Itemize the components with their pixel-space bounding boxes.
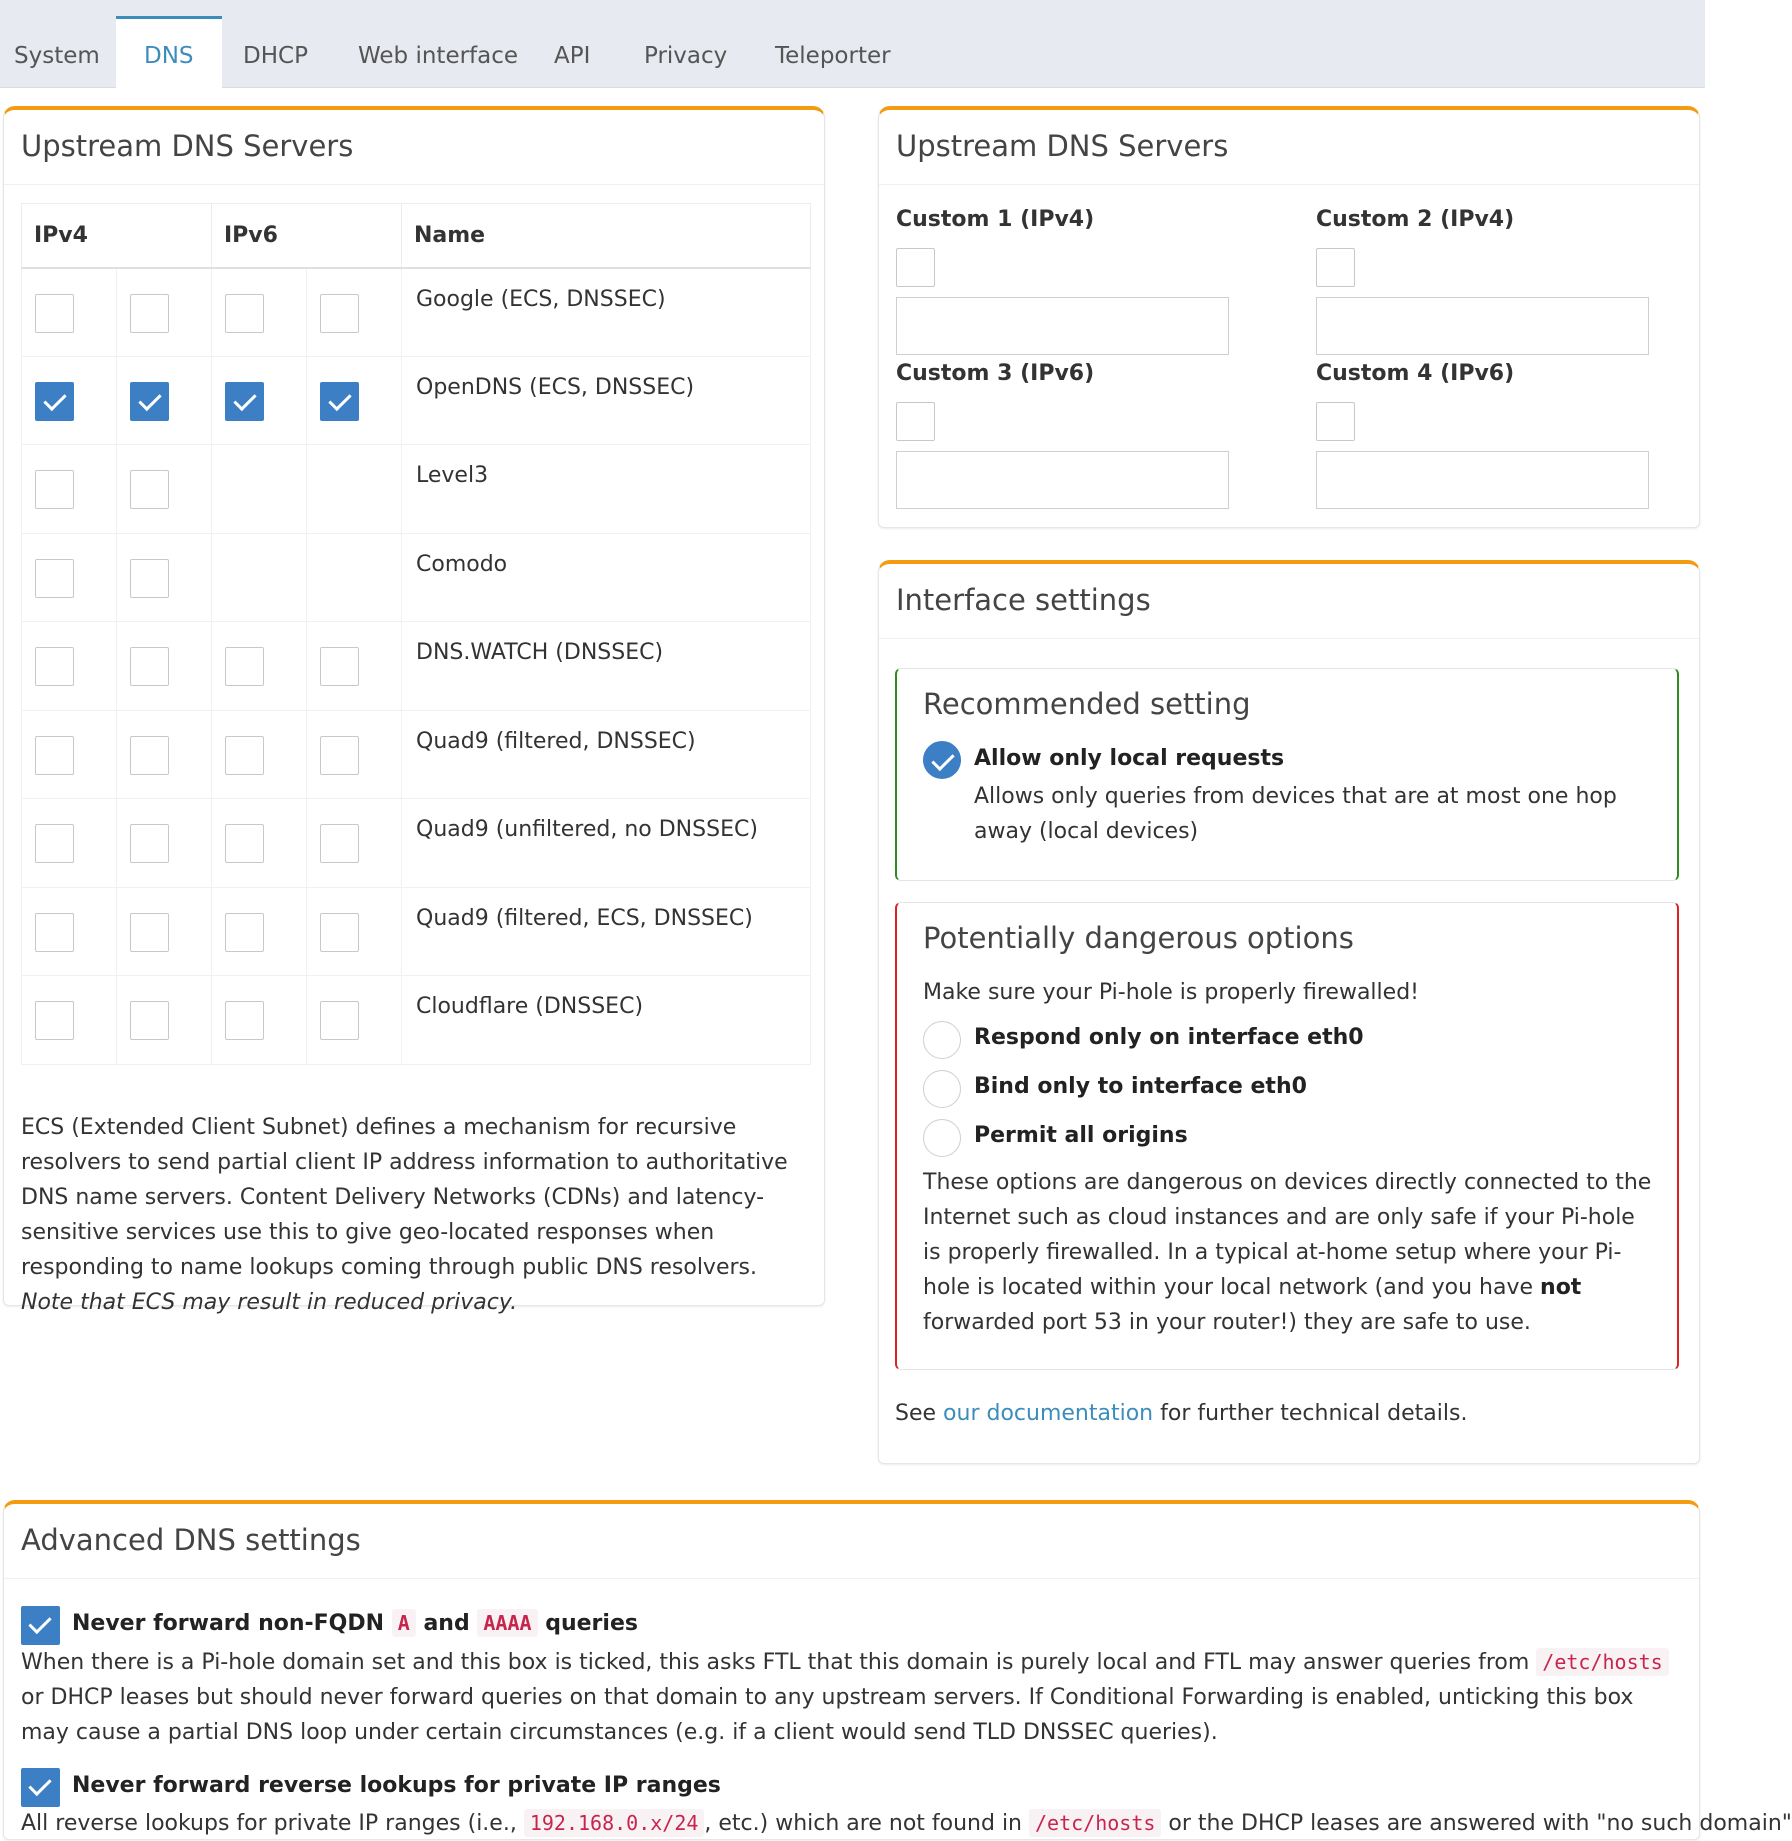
advanced-dns-box: [3, 1500, 1792, 1840]
quad9-ecs-ipv6-2-checkbox[interactable]: [320, 913, 359, 952]
settings-tabbar: [0, 0, 1705, 88]
code-etc-hosts: /etc/hosts: [1029, 1809, 1161, 1837]
server-name: OpenDNS (ECS, DNSSEC): [402, 356, 811, 445]
table-row: [22, 445, 811, 534]
code-a: A: [392, 1609, 416, 1637]
box-title: Advanced DNS settings: [21, 1523, 361, 1557]
bogus-priv-description: [21, 1806, 1792, 1841]
upstream-servers-table: [21, 203, 811, 1065]
quad9-unfiltered-ipv4-2-checkbox[interactable]: [130, 824, 169, 863]
table-row: [22, 356, 811, 445]
box-header: [879, 110, 1699, 185]
bind-eth0-radio[interactable]: [923, 1070, 961, 1108]
code-ip-range: 192.168.0.x/24: [524, 1809, 705, 1837]
google-ipv6-2-checkbox[interactable]: [320, 294, 359, 333]
tab-privacy[interactable]: Privacy: [644, 43, 728, 69]
local-requests-description: Allows only queries from devices that are at most one hop away (local devices): [974, 784, 1617, 844]
tab-system[interactable]: System: [14, 43, 100, 69]
danger-text-a: These options are dangerous on devices directly connected to the Internet such as cloud instances and are only safe if your Pi-hole is properly firewalled. In a typical at-home setup where your Pi-hole is located within your local network (and you have: [923, 1170, 1652, 1300]
ecs-text: ECS (Extended Client Subnet) defines a mechanism for recursive resolvers to send partial client IP address information to authoritative DNS name servers. Content Delivery Networks (CDNs) and latency-sensitive services use this to give geo-located responses when responding to name lookups coming through public DNS resolvers.: [21, 1115, 788, 1280]
quad9-filtered-ipv4-1-checkbox[interactable]: [35, 736, 74, 775]
quad9-ecs-ipv4-2-checkbox[interactable]: [130, 913, 169, 952]
upstream-dns-box: [3, 106, 825, 1315]
dangerous-options-panel: [895, 902, 1679, 1370]
fqdn-text-a: Never forward non-FQDN: [72, 1611, 385, 1636]
tab-dns[interactable]: DNS: [116, 16, 222, 88]
server-name: Quad9 (unfiltered, no DNSSEC): [402, 799, 811, 888]
google-ipv6-1-checkbox[interactable]: [225, 294, 264, 333]
permit-all-label: Permit all origins: [974, 1123, 1188, 1148]
recommended-setting-panel: [895, 668, 1679, 881]
server-name: DNS.WATCH (DNSSEC): [402, 622, 811, 711]
bind-eth0-label: Bind only to interface eth0: [974, 1074, 1307, 1099]
respond-eth0-label: Respond only on interface eth0: [974, 1025, 1364, 1050]
dangerous-description: [923, 1165, 1653, 1340]
see-text: See: [895, 1401, 937, 1426]
custom1-label: Custom 1 (IPv4): [896, 207, 1095, 232]
quad9-filtered-ipv6-2-checkbox[interactable]: [320, 736, 359, 775]
custom2-checkbox[interactable]: [1316, 248, 1355, 287]
quad9-filtered-ipv4-2-checkbox[interactable]: [130, 736, 169, 775]
domain-needed-description: [21, 1645, 1681, 1750]
server-name: Quad9 (filtered, ECS, DNSSEC): [402, 887, 811, 976]
cloudflare-ipv4-1-checkbox[interactable]: [35, 1001, 74, 1040]
dnswatch-ipv6-2-checkbox[interactable]: [320, 647, 359, 686]
tab-api[interactable]: API: [554, 43, 591, 69]
quad9-unfiltered-ipv6-1-checkbox[interactable]: [225, 824, 264, 863]
table-row: [22, 533, 811, 622]
box-header: [4, 110, 824, 185]
permit-all-radio[interactable]: [923, 1119, 961, 1157]
box-header: [879, 564, 1699, 639]
comodo-ipv4-2-checkbox[interactable]: [130, 559, 169, 598]
documentation-note: [895, 1396, 1467, 1431]
table-row: [22, 710, 811, 799]
server-name: Google (ECS, DNSSEC): [402, 268, 811, 357]
custom1-input[interactable]: [896, 297, 1229, 355]
quad9-filtered-ipv6-1-checkbox[interactable]: [225, 736, 264, 775]
documentation-link[interactable]: our documentation: [943, 1401, 1154, 1426]
bogus-desc-a: All reverse lookups for private IP ranges (i.e.,: [21, 1811, 517, 1836]
quad9-ecs-ipv6-1-checkbox[interactable]: [225, 913, 264, 952]
opendns-ipv6-2-checkbox[interactable]: [320, 382, 359, 421]
server-name: Level3: [402, 445, 811, 534]
firewall-warning: Make sure your Pi-hole is properly firewalled!: [923, 980, 1419, 1005]
custom4-input[interactable]: [1316, 451, 1649, 509]
cloudflare-ipv6-2-checkbox[interactable]: [320, 1001, 359, 1040]
domain-needed-checkbox[interactable]: [21, 1606, 60, 1645]
fqdn-text-b: queries: [545, 1611, 638, 1636]
fqdn-desc-b: or DHCP leases but should never forward queries on that domain to any upstream servers. If Conditional Forwarding is enabled, unticking this box may cause a partial DNS loop under certain circumstances (e.g. if a client would send TLD DNSSEC queries).: [21, 1685, 1634, 1745]
box-title: Interface settings: [896, 583, 1151, 617]
bogus-priv-checkbox[interactable]: [21, 1768, 60, 1807]
custom4-checkbox[interactable]: [1316, 402, 1355, 441]
table-row: [22, 268, 811, 357]
bogus-desc-c: or the DHCP leases are answered with "no such domain": [1168, 1811, 1792, 1836]
box-title: Upstream DNS Servers: [21, 129, 354, 163]
dnswatch-ipv6-1-checkbox[interactable]: [225, 647, 264, 686]
google-ipv4-2-checkbox[interactable]: [130, 294, 169, 333]
dnswatch-ipv4-2-checkbox[interactable]: [130, 647, 169, 686]
tab-web-interface[interactable]: Web interface: [358, 43, 519, 69]
ecs-note: Note that ECS may result in reduced privacy.: [21, 1290, 518, 1315]
bogus-priv-label: Never forward reverse lookups for private IP ranges: [72, 1773, 721, 1798]
box-header: [4, 1504, 1699, 1579]
tab-dhcp[interactable]: DHCP: [243, 43, 308, 69]
table-row: [22, 622, 811, 711]
custom4-label: Custom 4 (IPv6): [1316, 361, 1515, 386]
interface-settings-box: [878, 560, 1700, 1464]
quad9-ecs-ipv4-1-checkbox[interactable]: [35, 913, 74, 952]
server-name: Comodo: [402, 533, 811, 622]
opendns-ipv4-1-checkbox[interactable]: [35, 382, 74, 421]
ecs-description: [21, 1110, 811, 1320]
dnswatch-ipv4-1-checkbox[interactable]: [35, 647, 74, 686]
domain-needed-label: [72, 1611, 638, 1636]
custom2-input[interactable]: [1316, 297, 1649, 355]
code-aaaa: AAAA: [477, 1609, 537, 1637]
table-row: [22, 799, 811, 888]
server-name: Quad9 (filtered, DNSSEC): [402, 710, 811, 799]
quad9-unfiltered-ipv4-1-checkbox[interactable]: [35, 824, 74, 863]
fqdn-desc-a: When there is a Pi-hole domain set and this box is ticked, this asks FTL that this domain is purely local and FTL may answer queries from: [21, 1650, 1530, 1675]
custom3-label: Custom 3 (IPv6): [896, 361, 1095, 386]
quad9-unfiltered-ipv6-2-checkbox[interactable]: [320, 824, 359, 863]
cloudflare-ipv4-2-checkbox[interactable]: [130, 1001, 169, 1040]
level3-ipv4-1-checkbox[interactable]: [35, 470, 74, 509]
comodo-ipv4-1-checkbox[interactable]: [35, 559, 74, 598]
column-header-ipv4: IPv4: [22, 204, 212, 268]
recommended-title: Recommended setting: [923, 687, 1251, 721]
custom3-checkbox[interactable]: [896, 402, 935, 441]
local-requests-radio[interactable]: [923, 741, 961, 779]
dangerous-title: Potentially dangerous options: [923, 921, 1354, 955]
table-row: [22, 976, 811, 1065]
respond-eth0-radio[interactable]: [923, 1021, 961, 1059]
column-header-ipv6: IPv6: [212, 204, 402, 268]
server-name: Cloudflare (DNSSEC): [402, 976, 811, 1065]
column-header-name: Name: [402, 204, 811, 268]
tab-teleporter[interactable]: Teleporter: [775, 43, 891, 69]
fqdn-and: and: [423, 1611, 470, 1636]
custom3-input[interactable]: [896, 451, 1229, 509]
opendns-ipv4-2-checkbox[interactable]: [130, 382, 169, 421]
custom-dns-box: [878, 106, 1700, 528]
google-ipv4-1-checkbox[interactable]: [35, 294, 74, 333]
table-row: [22, 887, 811, 976]
opendns-ipv6-1-checkbox[interactable]: [225, 382, 264, 421]
local-requests-label: Allow only local requests: [974, 746, 1285, 771]
custom2-label: Custom 2 (IPv4): [1316, 207, 1515, 232]
danger-text-not: not: [1540, 1275, 1582, 1300]
cloudflare-ipv6-1-checkbox[interactable]: [225, 1001, 264, 1040]
bogus-desc-b: , etc.) which are not found in: [704, 1811, 1022, 1836]
see-text-b: for further technical details.: [1160, 1401, 1468, 1426]
code-etc-hosts: /etc/hosts: [1536, 1648, 1668, 1676]
level3-ipv4-2-checkbox[interactable]: [130, 470, 169, 509]
box-title: Upstream DNS Servers: [896, 129, 1229, 163]
danger-text-b: forwarded port 53 in your router!) they are safe to use.: [923, 1310, 1531, 1335]
custom1-checkbox[interactable]: [896, 248, 935, 287]
